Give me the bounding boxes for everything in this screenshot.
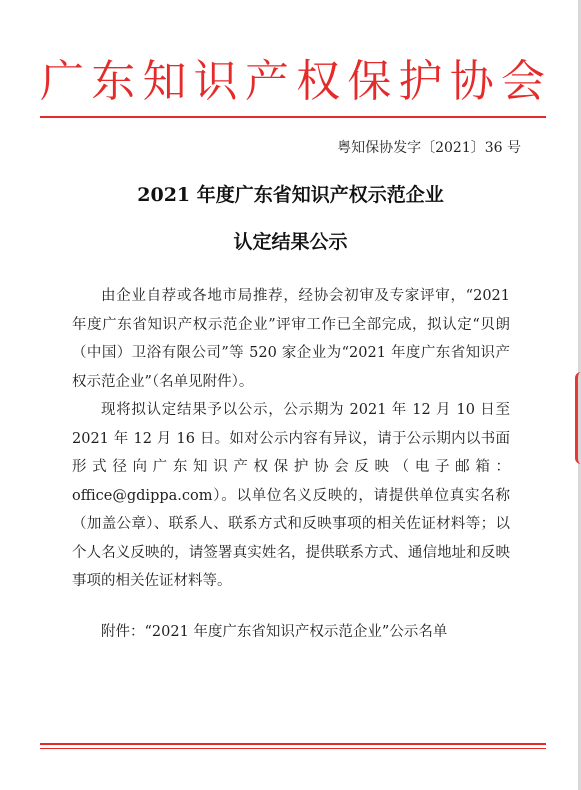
footer-red-rule-thin [40,748,546,749]
document-title-line-2: 认定结果公示 [233,231,348,253]
footer-red-rule-thick [40,743,546,745]
body-paragraph-1: 由企业自荐或各地市局推荐，经协会初审及专家评审，“2021 年度广东省知识产权示范企业”评审工作已全部完成，拟认定“贝朗（中国）卫浴有限公司”等 520 家企业为“2021 年度广东省知识产权示范企业”（名单见附件）。 [72,288,510,390]
attachment-line: 附件：“2021 年度广东省知识产权示范企业”公示名单 [101,624,448,640]
seal-edge-mark [575,372,581,464]
letterhead-red-rule [40,116,546,118]
document-number: 粤知保协发字〔2021〕36 号 [337,140,521,156]
letterhead-org-name: 广东知识产权保护协会 [40,56,545,107]
body-paragraph-2: 现将拟认定结果予以公示，公示期为 2021 年 12 月 10 日至 2021 年 12 月 16 日。如对公示内容有异议，请于公示期内以书面形式径向广东知识产权保护协会反映（电子邮箱：office@gdippa.com）。以单位名义反映的，请提供单位真实名称（加盖公章）、联系人、联系方式和反映事项的相关佐证材料等；以个人名义反映的，请签署真实姓名，提供联系方式、通信地址和反映事项的相关佐证材料等。 [72,402,510,589]
document-title-line-1: 2021 年度广东省知识产权示范企业 [137,184,444,206]
